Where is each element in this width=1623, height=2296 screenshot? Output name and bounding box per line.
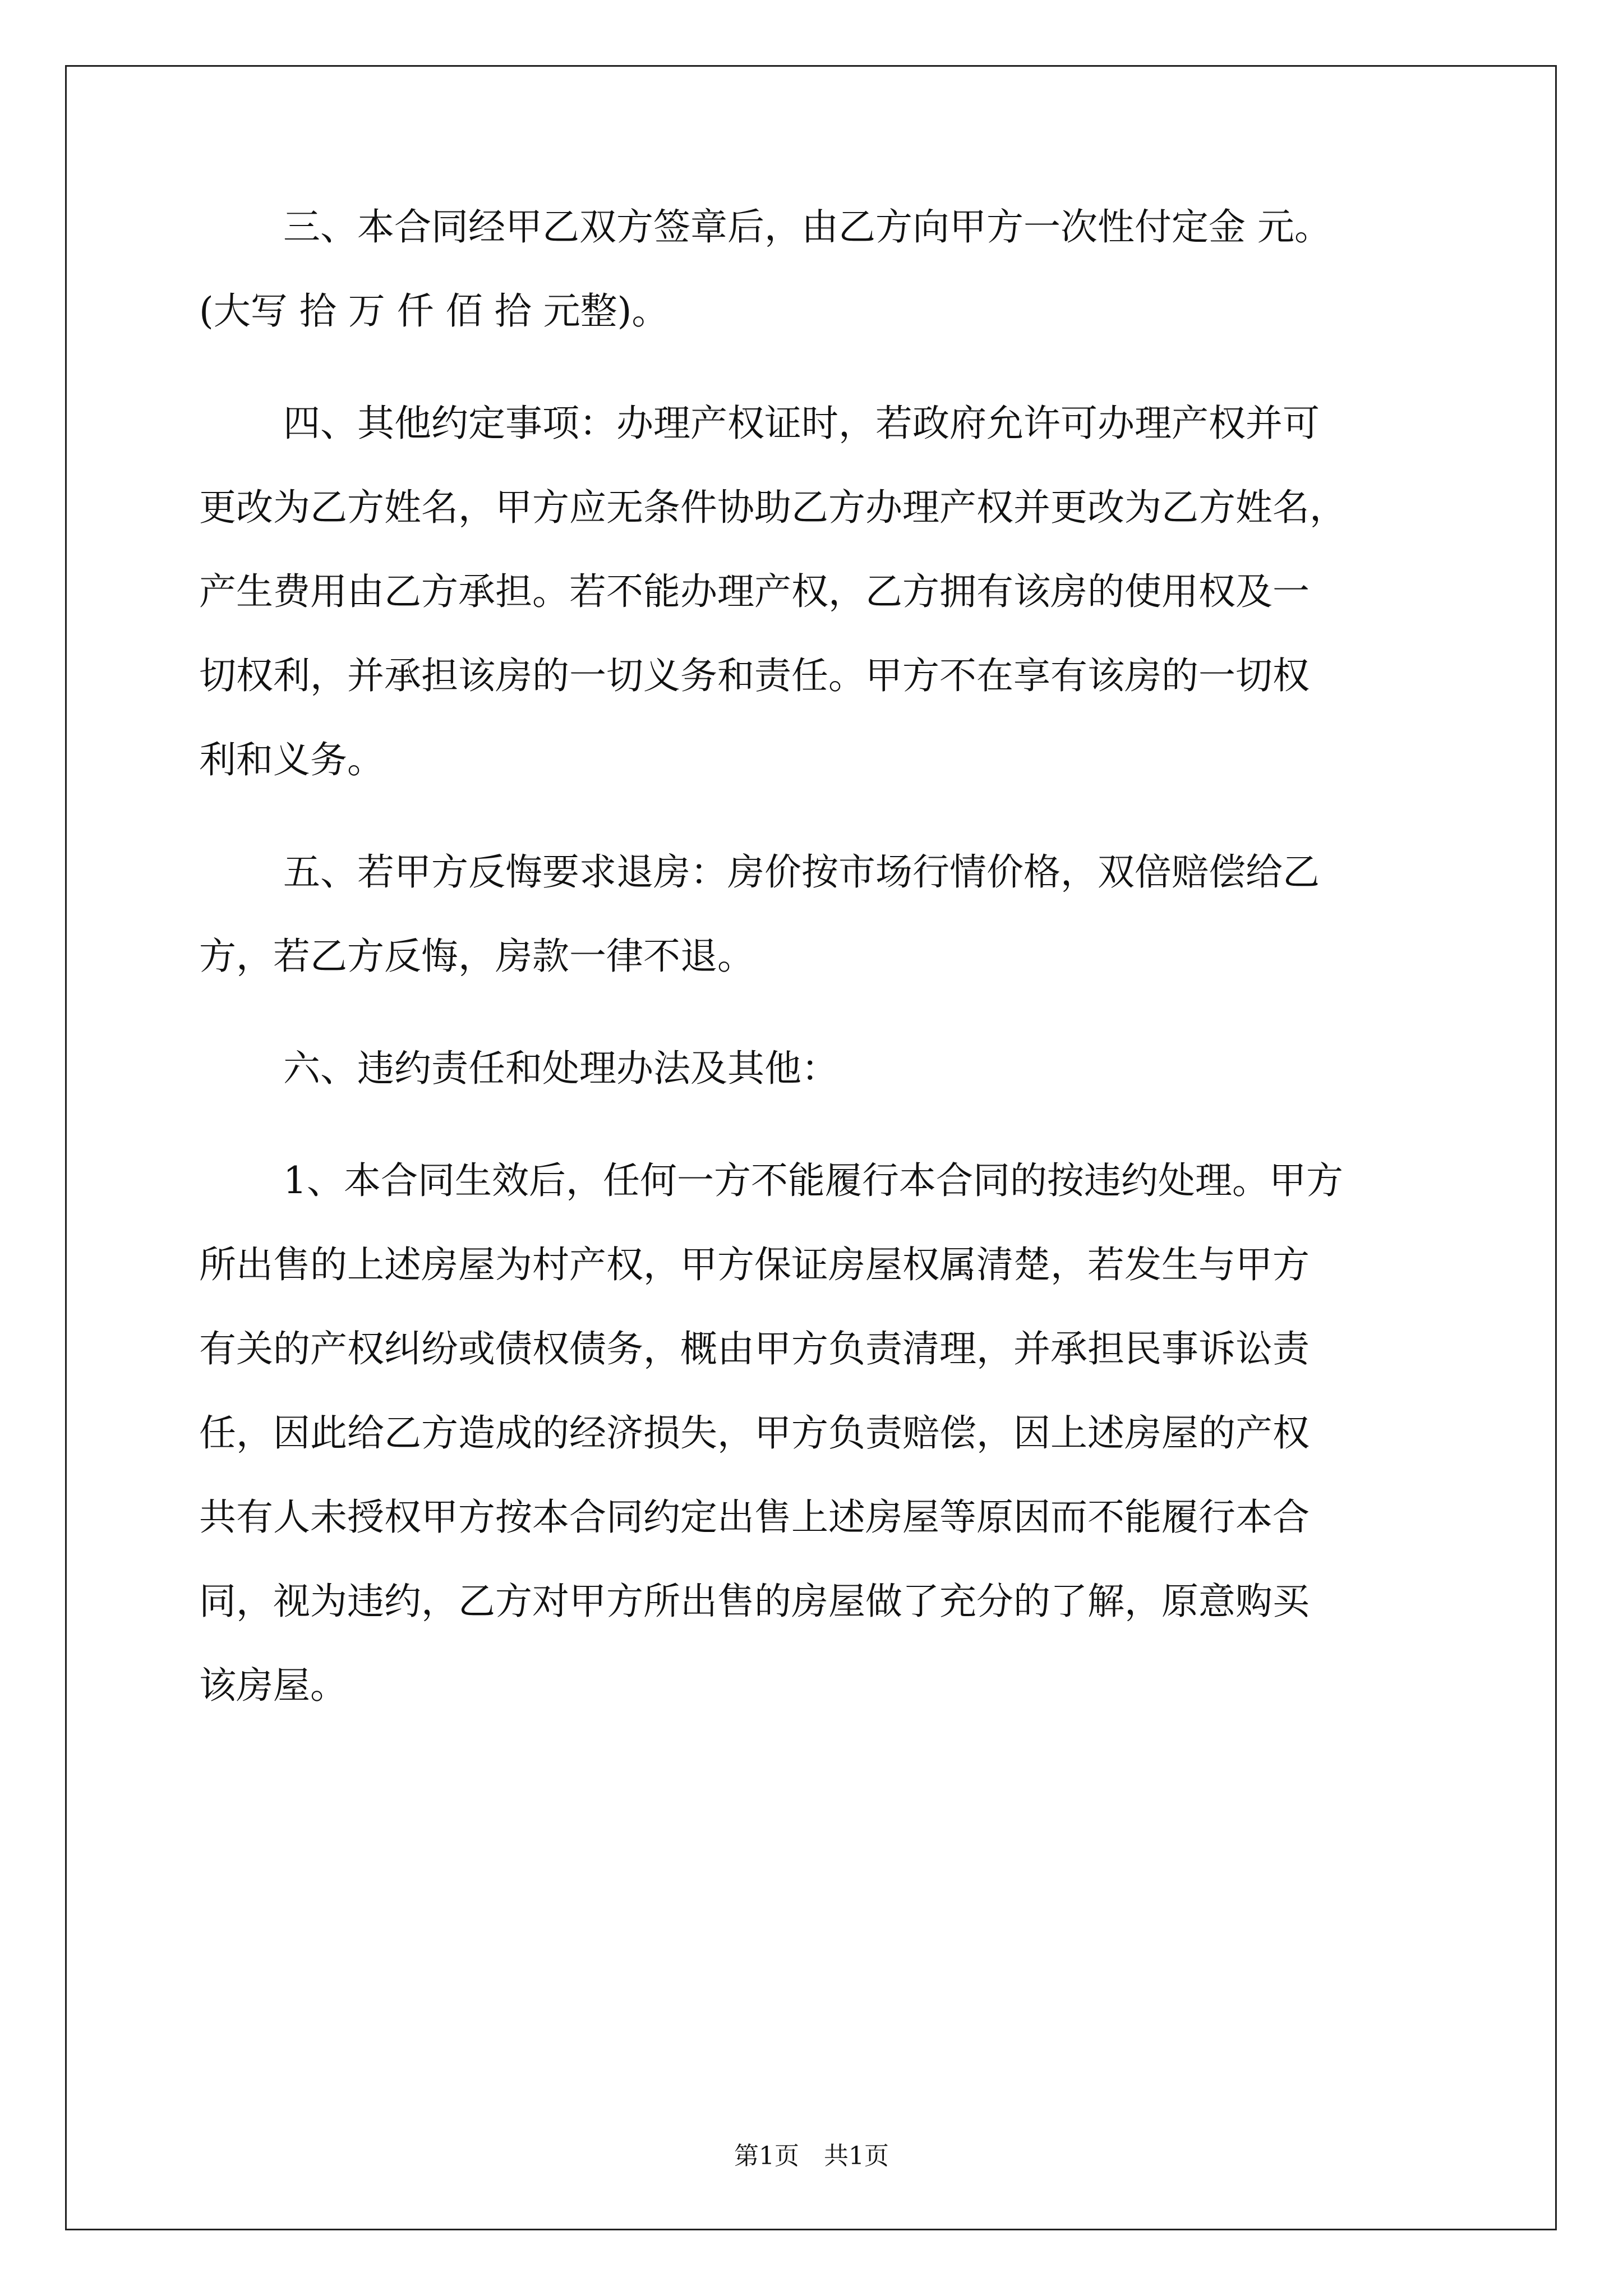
- text-line: 六、违约责任和处理办法及其他：: [283, 1047, 838, 1090]
- page-border: [65, 65, 1557, 2230]
- text-line: 该房屋。: [199, 1664, 347, 1707]
- text-line: 四、其他约定事项：办理产权证时，若政府允许可办理产权并可: [283, 402, 1320, 445]
- text-line: 利和义务。: [199, 738, 384, 781]
- page-number-footer: 第1页 共1页: [734, 2142, 889, 2170]
- text-line: 同，视为违约，乙方对甲方所出售的房屋做了充分的了解，原意购买: [199, 1580, 1310, 1623]
- text-line: 方，若乙方反悔，房款一律不退。: [199, 935, 754, 978]
- text-line: 1、本合同生效后，任何一方不能履行本合同的按违约处理。甲方: [283, 1159, 1343, 1202]
- text-line: (大写 拾 万 仟 佰 拾 元整)。: [199, 289, 669, 333]
- text-line: 更改为乙方姓名，甲方应无条件协助乙方办理产权并更改为乙方姓名，: [199, 486, 1347, 529]
- text-line: 三、本合同经甲乙双方签章后，由乙方向甲方一次性付定金 元。: [283, 205, 1331, 249]
- text-line: 切权利，并承担该房的一切义务和责任。甲方不在享有该房的一切权: [199, 654, 1310, 697]
- text-line: 有关的产权纠纷或债权债务，概由甲方负责清理，并承担民事诉讼责: [199, 1327, 1310, 1370]
- text-line: 产生费用由乙方承担。若不能办理产权，乙方拥有该房的使用权及一: [199, 570, 1310, 613]
- text-line: 任，因此给乙方造成的经济损失，甲方负责赔偿，因上述房屋的产权: [199, 1411, 1310, 1455]
- text-line: 所出售的上述房屋为村产权，甲方保证房屋权属清楚，若发生与甲方: [199, 1243, 1310, 1286]
- text-line: 五、若甲方反悔要求退房：房价按市场行情价格，双倍赔偿给乙: [283, 850, 1320, 894]
- text-line: 共有人未授权甲方按本合同约定出售上述房屋等原因而不能履行本合: [199, 1496, 1310, 1539]
